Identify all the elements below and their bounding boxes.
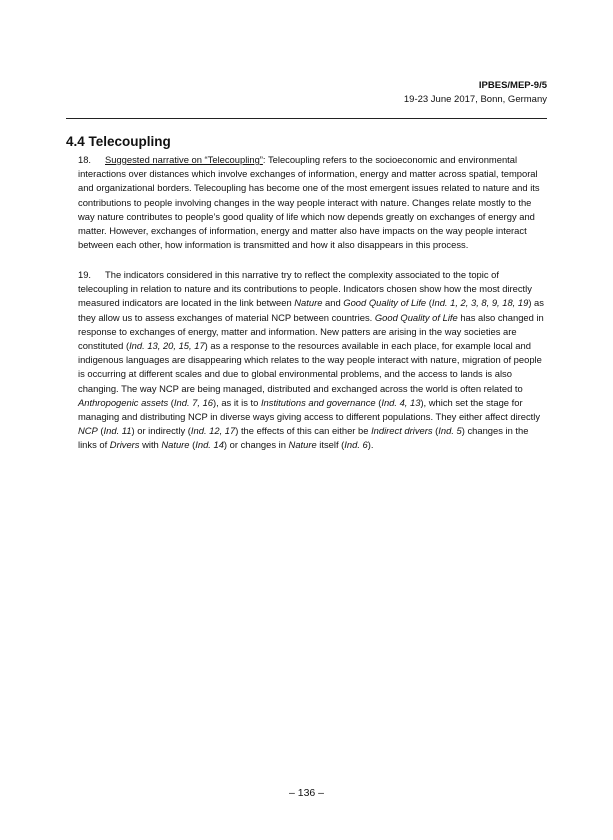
document-code: IPBES/MEP-9/5 [478, 80, 547, 91]
section-title: 4.4 Telecoupling [66, 134, 171, 149]
italic-term: Nature [161, 439, 190, 451]
italic-term: Ind. 6 [344, 439, 368, 451]
text-run: : Telecoupling refers to the socioeconomic and environmental interactions over distances which involve exchanges of information, energy and matter across spatial, temporal and organizational borders. Telecoupling has become one of the most emergent issues related to nature and its contributions to people involving changes in the way people interact with nature. Changes relate mostly to the way nature contributes to people’s good quality of life which now depends greatly on exchanges of energy and matter. However, exchanges of information, energy and matter also have impacts on the way people interact between each other, how information is transmitted and how it also disappears in this process. [78, 154, 540, 251]
italic-term: Ind. 14 [195, 439, 224, 451]
text-run: ( [375, 396, 382, 408]
paragraph-19 [78, 268, 546, 453]
text-run: ) the effects of this can either be [235, 425, 372, 437]
text-run: and [322, 297, 344, 309]
text-run: ) or indirectly ( [131, 425, 191, 437]
paragraph-number: 18. [78, 154, 92, 165]
italic-term: Indirect drivers [371, 425, 433, 437]
text-run: ), as it is to [213, 396, 261, 408]
paragraph-number: 19. [78, 269, 92, 280]
header-divider [66, 118, 547, 119]
text-run: ) or changes in [223, 439, 289, 451]
italic-term: NCP [78, 425, 98, 437]
italic-term: Ind. 1, 2, 3, 8, 9, 18, 19 [431, 297, 529, 309]
text-run: ( [168, 396, 174, 408]
italic-term: Good Quality of Life [374, 311, 458, 323]
italic-term: Nature [294, 297, 323, 309]
text-run: itself ( [316, 439, 345, 451]
text-run: ( [432, 425, 439, 437]
italic-term: Drivers [109, 439, 140, 451]
text-run: with [139, 439, 162, 451]
text-run: ( [97, 425, 104, 437]
paragraph-text [78, 154, 540, 250]
italic-term: Ind. 7, 16 [173, 396, 213, 408]
meeting-info: 19-23 June 2017, Bonn, Germany [403, 94, 547, 105]
text-run: ) as a response to the resources available in each place, for example local and indigenous languages are disappearing which relates to the way people interact with nature, migration of people is occurring at different scales and due to global environmental problems, and the access to lands is also changing. The way NCP are being managed, distributed and exchanged across the world is often related to [78, 340, 542, 394]
page-number: – 136 – [288, 787, 325, 799]
italic-term: Anthropogenic assets [78, 396, 169, 408]
italic-term: Ind. 4, 13 [381, 396, 421, 408]
text-run: ) as they allow us to assess exchanges of material NCP between countries. [78, 297, 544, 323]
text-run: ). [367, 439, 374, 451]
italic-term: Good Quality of Life [343, 297, 427, 309]
italic-term: Institutions and governance [260, 396, 376, 408]
text-run: ( [189, 439, 196, 451]
italic-term: Nature [288, 439, 317, 451]
italic-term: Ind. 5 [438, 425, 462, 437]
paragraph-18 [78, 153, 546, 252]
text-run: ), which set the stage for managing and distributing NCP in diverse ways giving access to different populations. They either affect directly [78, 396, 541, 423]
paragraph-text [78, 269, 544, 450]
text-run: has also changed in response to exchanges of energy, matter and information. New patters are arising in the way societies are constituted ( [78, 311, 544, 352]
italic-term: Ind. 13, 20, 15, 17 [129, 340, 205, 352]
text-run: The indicators considered in this narrative try to reflect the complexity associated to the topic of telecoupling in relation to nature and its contributions to people. Indicators chosen show how the most directly measured indicators are located in the link between [78, 269, 532, 309]
italic-term: Ind. 11 [103, 425, 132, 437]
text-run: ( [426, 297, 432, 309]
text-run: ) changes in the links of [78, 425, 529, 451]
italic-term: Ind. 12, 17 [190, 425, 236, 437]
underlined-heading: Suggested narrative on “Telecoupling” [105, 154, 263, 165]
